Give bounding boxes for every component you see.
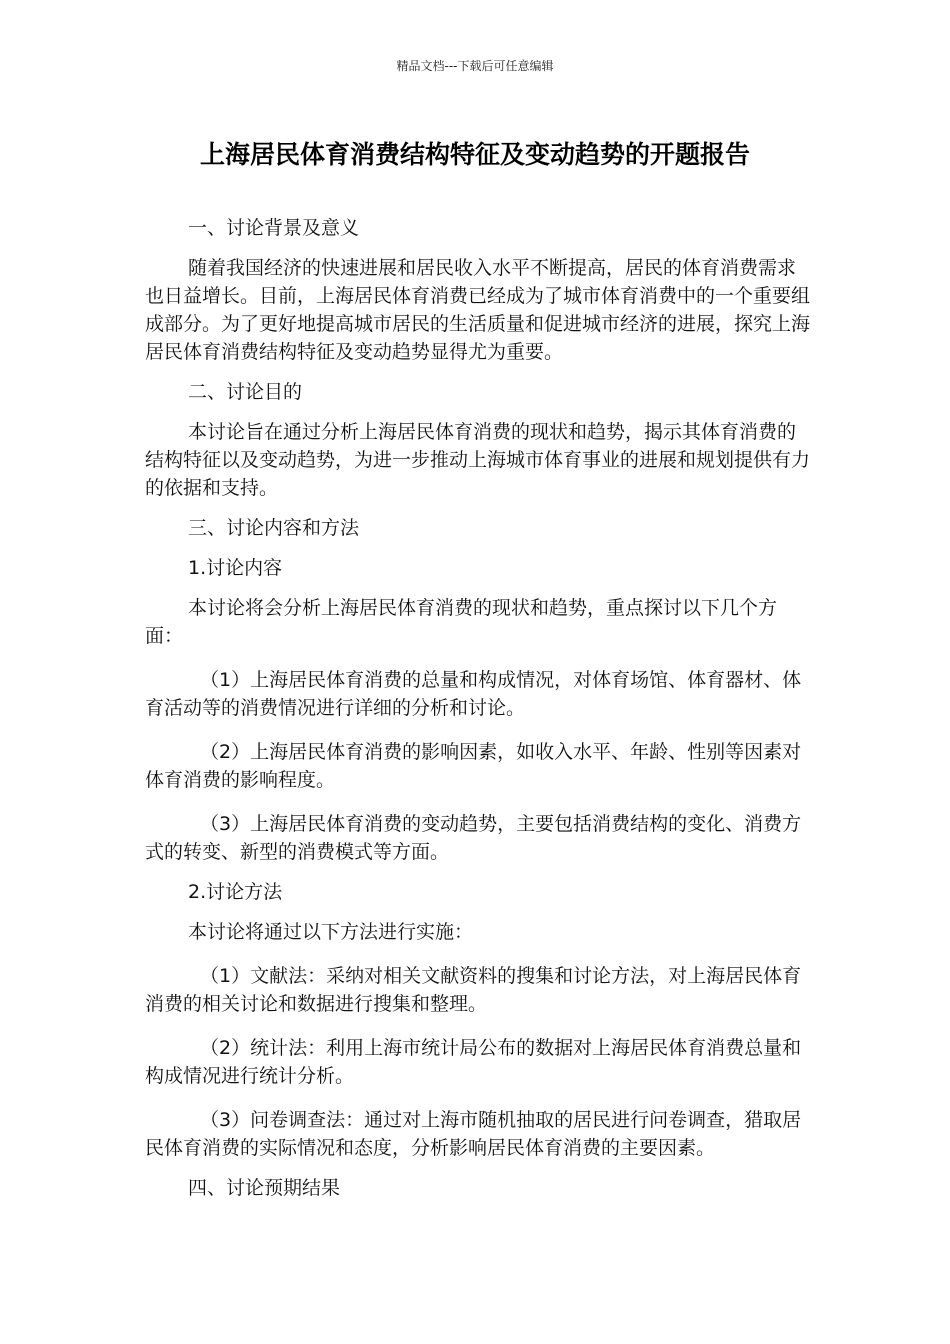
content-item-3: （3）上海居民体育消费的变动趋势，主要包括消费结构的变化、消费方式的转变、新型的消费模式等方面。 [145,813,802,863]
method-item-1: （1）文献法：采纳对相关文献资料的搜集和讨论方法，对上海居民体育消费的相关讨论和数据进行搜集和整理。 [145,965,802,1015]
method-item-3: （3）问卷调查法：通过对上海市随机抽取的居民进行问卷调查，猎取居民体育消费的实际情况和态度，分析影响居民体育消费的主要因素。 [145,1109,802,1159]
subheading-methods: 2.讨论方法 [188,881,283,903]
paragraph-background: 随着我国经济的快速进展和居民收入水平不断提高，居民的体育消费需求也日益增长。目前，上海居民体育消费已经成为了城市体育消费中的一个重要组成部分。为了更好地提高城市居民的生活质量和促进城市经济的进展，探究上海居民体育消费结构特征及变动趋势显得尤为重要。 [145,257,811,363]
document-body [145,214,813,1202]
paragraph-content-intro: 本讨论将会分析上海居民体育消费的现状和趋势，重点探讨以下几个方面： [145,597,778,647]
document-title: 上海居民体育消费结构特征及变动趋势的开题报告 [199,140,750,169]
content-item-1: （1）上海居民体育消费的总量和构成情况，对体育场馆、体育器材、体育活动等的消费情况进行详细的分析和讨论。 [145,669,802,719]
content-item-2: （2）上海居民体育消费的影响因素，如收入水平、年龄、性别等因素对体育消费的影响程度。 [145,741,802,791]
method-item-2: （2）统计法：利用上海市统计局公布的数据对上海居民体育消费总量和构成情况进行统计分析。 [145,1037,802,1087]
section-heading-content-methods: 三、讨论内容和方法 [188,517,360,539]
section-heading-background: 一、讨论背景及意义 [188,217,360,239]
section-heading-expected-results: 四、讨论预期结果 [188,1177,341,1199]
section-heading-purpose: 二、讨论目的 [188,381,303,403]
subheading-content: 1.讨论内容 [188,557,283,579]
paragraph-purpose: 本讨论旨在通过分析上海居民体育消费的现状和趋势，揭示其体育消费的结构特征以及变动趋势，为进一步推动上海城市体育事业的进展和规划提供有力的依据和支持。 [145,421,811,499]
paragraph-methods-intro: 本讨论将通过以下方法进行实施： [188,921,474,943]
page-header: 精品文档---下载后可任意编辑 [396,59,554,73]
